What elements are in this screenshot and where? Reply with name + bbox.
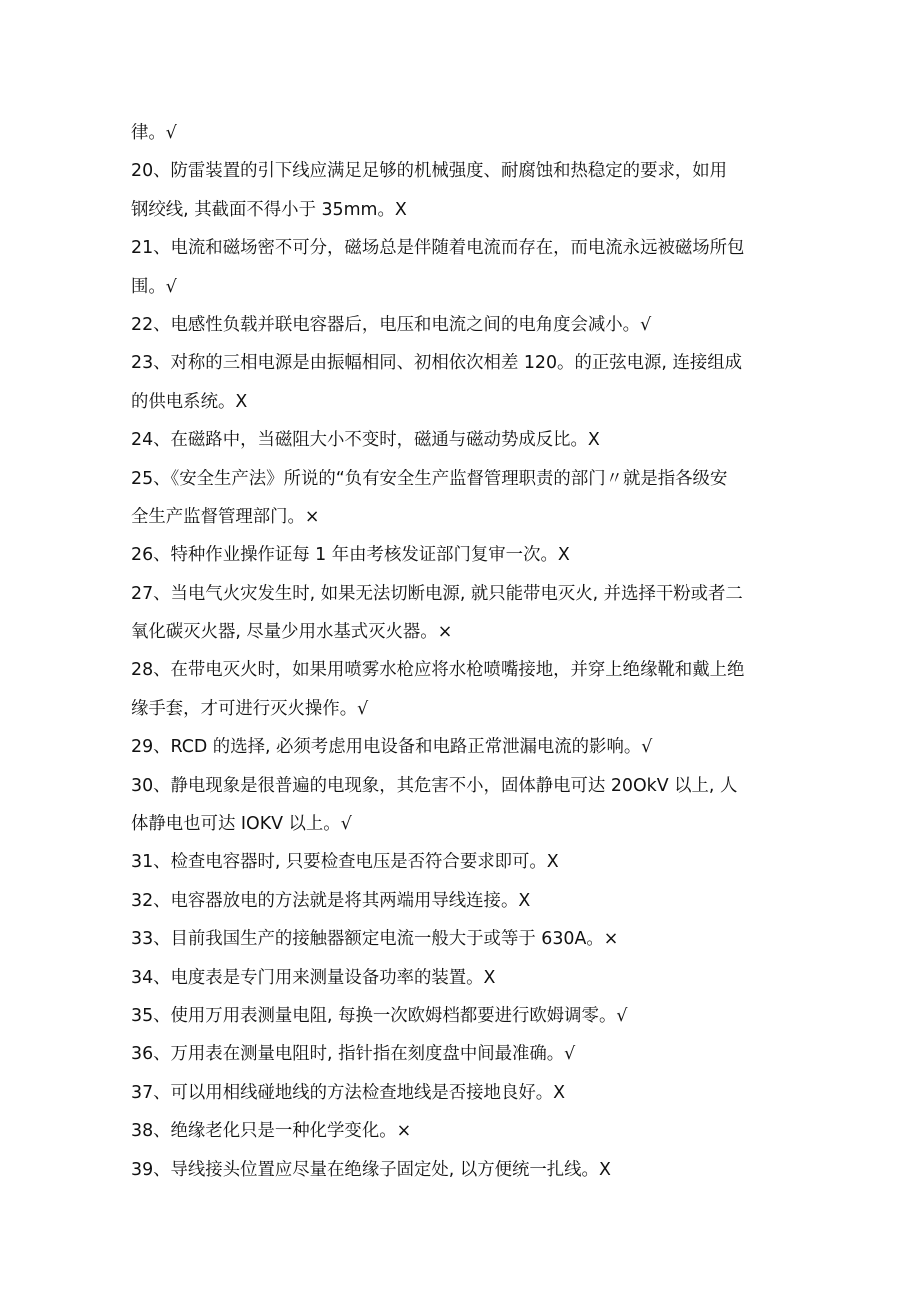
text-line: 20、防雷装置的引下线应满足足够的机械强度、耐腐蚀和热稳定的要求，如用 xyxy=(131,161,728,182)
text-line: 律。√ xyxy=(131,123,177,143)
text-line: 29、RCD 的选择, 必须考虑用电设备和电路正常泄漏电流的影响。√ xyxy=(131,737,653,758)
text-line: 24、在磁路中，当磁阻大小不变时，磁通与磁动势成反比。X xyxy=(131,430,600,451)
text-line: 39、导线接头位置应尽量在绝缘子固定处, 以方便统一扎线。X xyxy=(131,1159,611,1180)
text-line: 26、特种作业操作证每 1 年由考核发证部门复审一次。X xyxy=(131,545,570,566)
text-line: 33、目前我国生产的接触器额定电流一般大于或等于 630A。× xyxy=(131,929,619,950)
text-line: 34、电度表是专门用来测量设备功率的装置。X xyxy=(131,967,496,988)
text-line: 36、万用表在测量电阻时, 指针指在刻度盘中间最准确。√ xyxy=(131,1044,576,1065)
text-line: 氧化碳灭火器, 尽量少用水基式灭火器。× xyxy=(131,622,453,643)
text-line: 32、电容器放电的方法就是将其两端用导线连接。X xyxy=(131,890,531,911)
text-line: 28、在带电灭火时，如果用喷雾水枪应将水枪喷嘴接地，并穿上绝缘靴和戴上绝 xyxy=(131,660,745,681)
document-body xyxy=(131,114,791,1189)
text-line: 27、当电气火灾发生时, 如果无法切断电源, 就只能带电灭火, 并选择干粉或者二 xyxy=(131,583,743,604)
text-line: 35、使用万用表测量电阻, 每换一次欧姆档都要进行欧姆调零。√ xyxy=(131,1005,628,1026)
text-line: 38、绝缘老化只是一种化学变化。× xyxy=(131,1121,412,1142)
text-line: 21、电流和磁场密不可分，磁场总是伴随着电流而存在，而电流永远被磁场所包 xyxy=(131,238,745,259)
text-line: 22、电感性负载并联电容器后，电压和电流之间的电角度会减小。√ xyxy=(131,314,652,335)
text-line: 23、对称的三相电源是由振幅相同、初相依次相差 120。的正弦电源, 连接组成 xyxy=(131,353,743,374)
text-line: 31、检查电容器时, 只要检查电压是否符合要求即可。X xyxy=(131,852,559,873)
text-line: 30、静电现象是很普遍的电现象，其危害不小，固体静电可达 20OkV 以上, 人 xyxy=(131,775,738,796)
text-line: 全生产监督管理部门。× xyxy=(131,506,320,527)
text-line: 37、可以用相线碰地线的方法检查地线是否接地良好。X xyxy=(131,1082,566,1103)
text-line: 缘手套，才可进行灭火操作。√ xyxy=(131,698,369,719)
text-line: 的供电系统。X xyxy=(131,391,248,412)
text-line: 围。√ xyxy=(131,276,177,297)
text-line: 体静电也可达 IOKV 以上。√ xyxy=(131,814,352,835)
text-line: 25、《安全生产法》所说的“负有安全生产监督管理职责的部门〃就是指各级安 xyxy=(131,468,728,489)
text-line: 钢绞线, 其截面不得小于 35mm。X xyxy=(131,199,407,220)
